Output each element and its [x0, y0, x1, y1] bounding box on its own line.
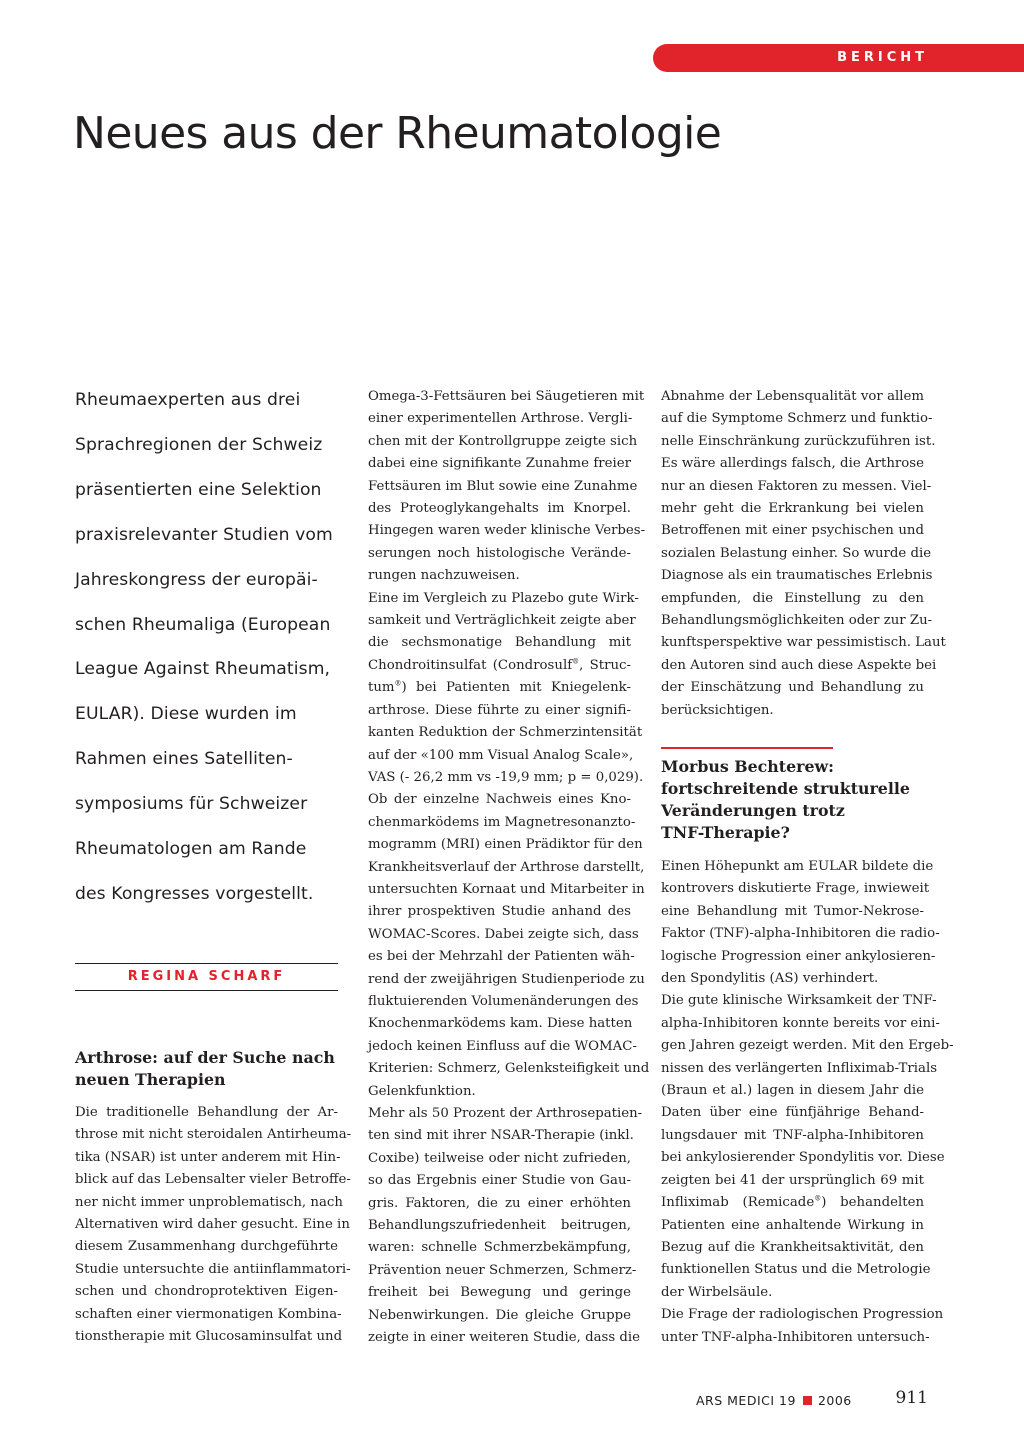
lead-line: League Against Rheumatism,	[75, 659, 331, 680]
lead-paragraph	[75, 378, 343, 917]
trademark-symbol: ®	[394, 679, 402, 688]
paragraph: Die traditionelle Behandlung der Ar- throse mit nicht steroidalen Antirheuma- tika (NSAR) ist unter anderem mit Hin- blick auf das Lebensalter vieler Betroffe- ner nicht immer unproblematisch, nach Alternativen wird daher gesucht. Eine in diesem Zusammenhang durchgeführte Studie untersuchte die antiinflammatori- schen und chondroprotektiven Eigen- schaften einer viermonatigen Kombina- tionstherapie mit Glucosaminsulfat und	[75, 1105, 352, 1345]
paragraph: Omega-3-Fettsäuren bei Säugetieren mit einer experimentellen Arthrose. Vergli- chen mit der Kontrollgruppe zeigte sich dabei eine signifikante Zunahme freier Fettsäuren im Blut sowie eine Zunahme des Proteoglykangehalts im Knorpel. Hingegen waren weder klinische Verbes- serungen noch histologische Verände- rungen nachzuweisen.	[368, 389, 646, 584]
page-footer	[696, 1390, 928, 1410]
page-number: 911	[895, 1388, 928, 1408]
lead-line: Rheumatologen am Rande	[75, 839, 307, 860]
author-byline: REGINA SCHARF	[75, 963, 338, 991]
red-square-icon	[803, 1396, 812, 1405]
lead-line: präsentierten eine Selektion	[75, 479, 322, 500]
lead-line: symposiums für Schweizer	[75, 794, 308, 815]
journal-name: ARS MEDICI	[696, 1393, 775, 1408]
lead-line: des Kongresses vorgestellt.	[75, 883, 314, 904]
paragraph: Eine im Vergleich zu Plazebo gute Wirk- samkeit und Verträglichkeit zeigte aber die sechsmonatige Behandlung mit Chondroitinsulfat (Condrosulf®, Struc- tum®) bei Patienten mit Kniegelenk- arthrose. Diese führte zu einer signifi- kanten Reduktion der Schmerzintensität auf der «100 mm Visual Analog Scale», VAS (- 26,2 mm vs -19,9 mm; p = 0,029).	[368, 590, 644, 785]
column-3-bottom-body	[661, 856, 954, 1349]
article-title: Neues aus der Rheumatologie	[73, 108, 722, 159]
lead-line: praxisrelevanter Studien vom	[75, 524, 333, 545]
section-heading-arthrose: Arthrose: auf der Suche nach neuen Therapien	[75, 1048, 335, 1089]
section-divider	[661, 747, 833, 749]
paragraph: Die gute klinische Wirksamkeit der TNF- alpha-Inhibitoren konnte bereits vor eini- gen Jahren gezeigt werden. Mit den Ergeb- nissen des verlängerten Infliximab-Trials (Braun et al.) lagen in diesem Jahr die Daten über eine fünfjährige Behand- lungsdauer mit TNF-alpha-Inhibitoren bei ankylosierender Spondylitis vor. Diese zeigten bei 41 der ursprünglich 69 mit Infliximab (Remicade®) behandelten Patienten eine anhaltende Wirkung in Bezug auf die Krankheitsaktivität, den funktionellen Status und die Metrologie der Wirbelsäule.	[661, 993, 954, 1300]
trademark-symbol: ®	[814, 1194, 822, 1203]
lead-line: EULAR). Diese wurden im	[75, 704, 297, 725]
section-tab: BERICHT	[653, 44, 1024, 72]
column-2-body	[368, 386, 650, 1349]
lead-line: Sprachregionen der Schweiz	[75, 434, 323, 455]
paragraph: Abnahme der Lebensqualität vor allem auf die Symptome Schmerz und funktio- nelle Einschränkung zurückzuführen ist. Es wäre allerdings falsch, die Arthrose nur an diesen Faktoren zu messen. Viel- mehr geht die Erkrankung bei vielen Betroffenen mit einer psychischen und sozialen Belastung einher. So wurde die Diagnose als ein traumatisches Erlebnis empfunden, die Einstellung zu den Behandlungsmöglichkeiten oder zur Zu- kunftsperspektive war pessimistisch. Laut den Autoren sind auch diese Aspekte bei der Einschätzung und Behandlung zu berücksichtigen.	[661, 389, 946, 718]
paragraph: Mehr als 50 Prozent der Arthrosepatien- ten sind mit ihrer NSAR-Therapie (inkl. Coxibe) teilweise oder nicht zufrieden, so das Ergebnis einer Studie von Gau- gris. Faktoren, die zu einer erhöhten Behandlungszufriedenheit beitrugen, waren: schnelle Schmerzbekämpfung, Prävention neuer Schmerzen, Schmerz- freiheit bei Bewegung und geringe Nebenwirkungen. Die gleiche Gruppe zeigte in einer weiteren Studie, dass die	[368, 1106, 643, 1346]
lead-line: Jahreskongress der europäi-	[75, 569, 318, 590]
paragraph: Einen Höhepunkt am EULAR bildete die kontrovers diskutierte Frage, inwieweit eine Behandlung mit Tumor-Nekrose- Faktor (TNF)-alpha-Inhibitoren die radio- logische Progression einer ankylosieren- den Spondylitis (AS) verhindert.	[661, 859, 940, 987]
lead-line: Rheumaexperten aus drei	[75, 390, 301, 410]
journal-issue: 19	[779, 1393, 796, 1408]
trademark-symbol: ®	[572, 657, 580, 666]
section-heading-bechterew: Morbus Bechterew: fortschreitende strukturelle Veränderungen trotz TNF-Therapie?	[661, 757, 910, 842]
paragraph: Ob der einzelne Nachweis eines Kno- chenmarködems im Magnetresonanzto- mogramm (MRI) einen Prädiktor für den Krankheitsverlauf der Arthrose darstellt, untersuchten Kornaat und Mitarbeiter in ihrer prospektiven Studie anhand des WOMAC-Scores. Dabei zeigte sich, dass es bei der Mehrzahl der Patienten wäh- rend der zweijährigen Studienperiode zu fluktuierenden Volumenänderungen des Knochenmarködems kam. Diese hatten jedoch keinen Einfluss auf die WOMAC- Kriterien: Schmerz, Gelenksteifigkeit und Gelenkfunktion.	[368, 792, 650, 1099]
journal-info	[696, 1393, 852, 1408]
journal-year: 2006	[817, 1393, 852, 1408]
column-1-body	[75, 1102, 352, 1348]
lead-line: schen Rheumaliga (European	[75, 614, 331, 635]
paragraph: Die Frage der radiologischen Progression unter TNF-alpha-Inhibitoren untersuch-	[661, 1307, 944, 1345]
lead-line: Rahmen eines Satelliten-	[75, 749, 293, 770]
column-3-top-body	[661, 386, 946, 722]
